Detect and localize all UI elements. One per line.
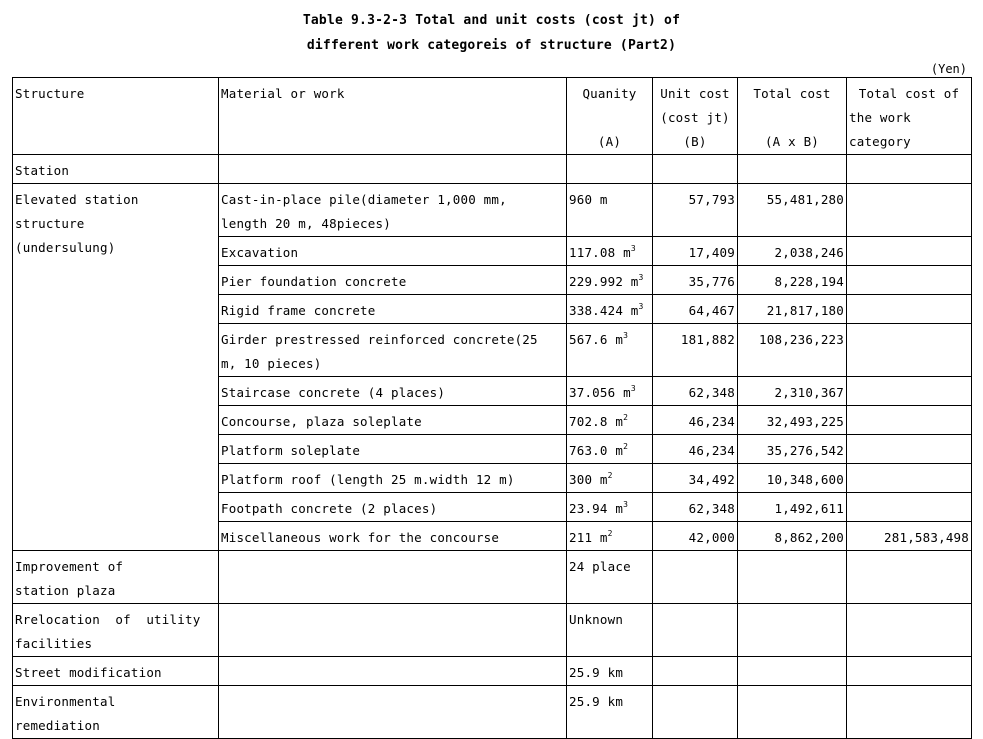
cell-material: Rigid frame concrete	[219, 295, 567, 324]
header-category-line-2: the work	[849, 110, 911, 125]
qty-unit-power: 3	[630, 244, 636, 253]
cell-total-cost: 10,348,600	[738, 464, 847, 493]
header-row	[13, 78, 972, 155]
qty-unit-power: 2	[623, 442, 629, 451]
structure-line-2: remediation	[15, 718, 100, 733]
header-unit-cost-sub: (B)	[683, 134, 707, 149]
cell-structure-elevated	[13, 184, 219, 551]
qty-unit-power: 2	[623, 413, 629, 422]
qty-unit-power: 3	[638, 273, 644, 282]
structure-line-1: Rrelocation of utility	[15, 612, 201, 627]
cell-category-total: 281,583,498	[847, 522, 972, 551]
cell-structure-station: Station	[13, 155, 219, 184]
cell-quantity	[567, 522, 653, 551]
cell-structure	[13, 686, 219, 739]
cell-total-cost: 32,493,225	[738, 406, 847, 435]
cell-material: Excavation	[219, 237, 567, 266]
header-unit-cost	[653, 78, 738, 155]
qty-unit-power: 3	[638, 302, 644, 311]
qty-value: 338.424 m	[569, 303, 639, 318]
table-row	[13, 604, 972, 657]
cell-total-cost: 21,817,180	[738, 295, 847, 324]
cell-material: Platform soleplate	[219, 435, 567, 464]
cell-unit-cost: 35,776	[653, 266, 738, 295]
cell-quantity	[567, 237, 653, 266]
qty-unit-power: 2	[607, 471, 613, 480]
elevated-line-2: structure	[15, 216, 85, 231]
cell-total-cost: 55,481,280	[738, 184, 847, 237]
structure-line-2: facilities	[15, 636, 93, 651]
cell-total-cost: 8,862,200	[738, 522, 847, 551]
cell-material: Platform roof (length 25 m.width 12 m)	[219, 464, 567, 493]
table-row	[13, 184, 972, 237]
cell-total-cost: 35,276,542	[738, 435, 847, 464]
cell-unit-cost: 57,793	[653, 184, 738, 237]
cell-quantity	[567, 464, 653, 493]
material-line-2: length 20 m, 48pieces)	[221, 216, 391, 231]
cell-structure	[13, 604, 219, 657]
table-row	[13, 551, 972, 604]
material-line-1: Cast-in-place pile(diameter 1,000 mm,	[221, 192, 507, 207]
cell-unit-cost: 62,348	[653, 377, 738, 406]
structure-line-2: station plaza	[15, 583, 116, 598]
cell-quantity	[567, 406, 653, 435]
qty-value: 23.94 m	[569, 501, 624, 516]
cell-unit-cost: 46,234	[653, 435, 738, 464]
cell-total-cost: 1,492,611	[738, 493, 847, 522]
cell-material: Concourse, plaza soleplate	[219, 406, 567, 435]
cell-unit-cost: 64,467	[653, 295, 738, 324]
table-row	[13, 657, 972, 686]
header-total-cost-sub: (A x B)	[764, 134, 820, 149]
structure-line-1: Environmental	[15, 694, 116, 709]
cost-table	[12, 77, 972, 739]
cell-unit-cost: 62,348	[653, 493, 738, 522]
currency-unit-note: (Yen)	[930, 62, 967, 76]
cell-quantity: Unknown	[567, 604, 653, 657]
cell-material: Footpath concrete (2 places)	[219, 493, 567, 522]
cell-unit-cost: 34,492	[653, 464, 738, 493]
cell-unit-cost: 181,882	[653, 324, 738, 377]
qty-unit-power: 2	[607, 529, 613, 538]
cell-quantity: 25.9 km	[567, 657, 653, 686]
header-material: Material or work	[219, 78, 567, 155]
cell-quantity	[567, 266, 653, 295]
cell-structure	[13, 551, 219, 604]
cell-total-cost: 108,236,223	[738, 324, 847, 377]
qty-unit-power: 3	[630, 384, 636, 393]
cell-quantity: 25.9 km	[567, 686, 653, 739]
qty-unit-power: 3	[623, 500, 629, 509]
qty-value: 300 m	[569, 472, 608, 487]
header-quantity	[567, 78, 653, 155]
qty-value: 702.8 m	[569, 414, 624, 429]
material-line-1: Girder prestressed reinforced concrete(25	[221, 332, 538, 347]
cell-total-cost: 8,228,194	[738, 266, 847, 295]
structure-line-1: Improvement of	[15, 559, 124, 574]
header-quantity-sub: (A)	[597, 134, 622, 149]
cell-total-cost: 2,310,367	[738, 377, 847, 406]
cell-material	[219, 324, 567, 377]
cell-structure: Street modification	[13, 657, 219, 686]
cell-quantity	[567, 295, 653, 324]
header-structure: Structure	[13, 78, 219, 155]
table-title-line-1: Table 9.3-2-3 Total and unit costs (cost jt) of	[302, 13, 681, 28]
header-quantity-label: Quanity	[582, 86, 637, 101]
header-category-total	[847, 78, 972, 155]
material-line-2: m, 10 pieces)	[221, 356, 322, 371]
header-total-cost-label: Total cost	[753, 86, 831, 101]
cell-quantity	[567, 435, 653, 464]
qty-value: 37.056 m	[569, 385, 631, 400]
qty-value: 763.0 m	[569, 443, 624, 458]
header-total-cost	[738, 78, 847, 155]
qty-value: 567.6 m	[569, 332, 624, 347]
header-unit-cost-label: Unit cost	[660, 86, 730, 101]
elevated-line-3: (undersulung)	[15, 240, 116, 255]
header-category-line-1: Total cost of	[858, 86, 960, 101]
cell-quantity	[567, 184, 653, 237]
qty-value: 229.992 m	[569, 274, 639, 289]
cell-quantity: 24 place	[567, 551, 653, 604]
cell-quantity	[567, 377, 653, 406]
table-row-station	[13, 155, 972, 184]
qty-unit-power: 3	[623, 331, 629, 340]
cell-material: Miscellaneous work for the concourse	[219, 522, 567, 551]
cell-unit-cost: 17,409	[653, 237, 738, 266]
table-title-line-2: different work categoreis of structure (Part2)	[306, 38, 677, 53]
cell-unit-cost: 46,234	[653, 406, 738, 435]
cell-unit-cost: 42,000	[653, 522, 738, 551]
cell-material	[219, 184, 567, 237]
cell-quantity	[567, 493, 653, 522]
qty-value: 960 m	[569, 192, 608, 207]
header-unit-cost-label-2: (cost jt)	[660, 110, 730, 125]
cell-material: Staircase concrete (4 places)	[219, 377, 567, 406]
qty-value: 211 m	[569, 530, 608, 545]
cell-material: Pier foundation concrete	[219, 266, 567, 295]
cell-quantity	[567, 324, 653, 377]
elevated-line-1: Elevated station	[15, 192, 139, 207]
table-row	[13, 686, 972, 739]
qty-value: 117.08 m	[569, 245, 631, 260]
header-category-line-3: category	[849, 134, 911, 149]
cell-total-cost: 2,038,246	[738, 237, 847, 266]
